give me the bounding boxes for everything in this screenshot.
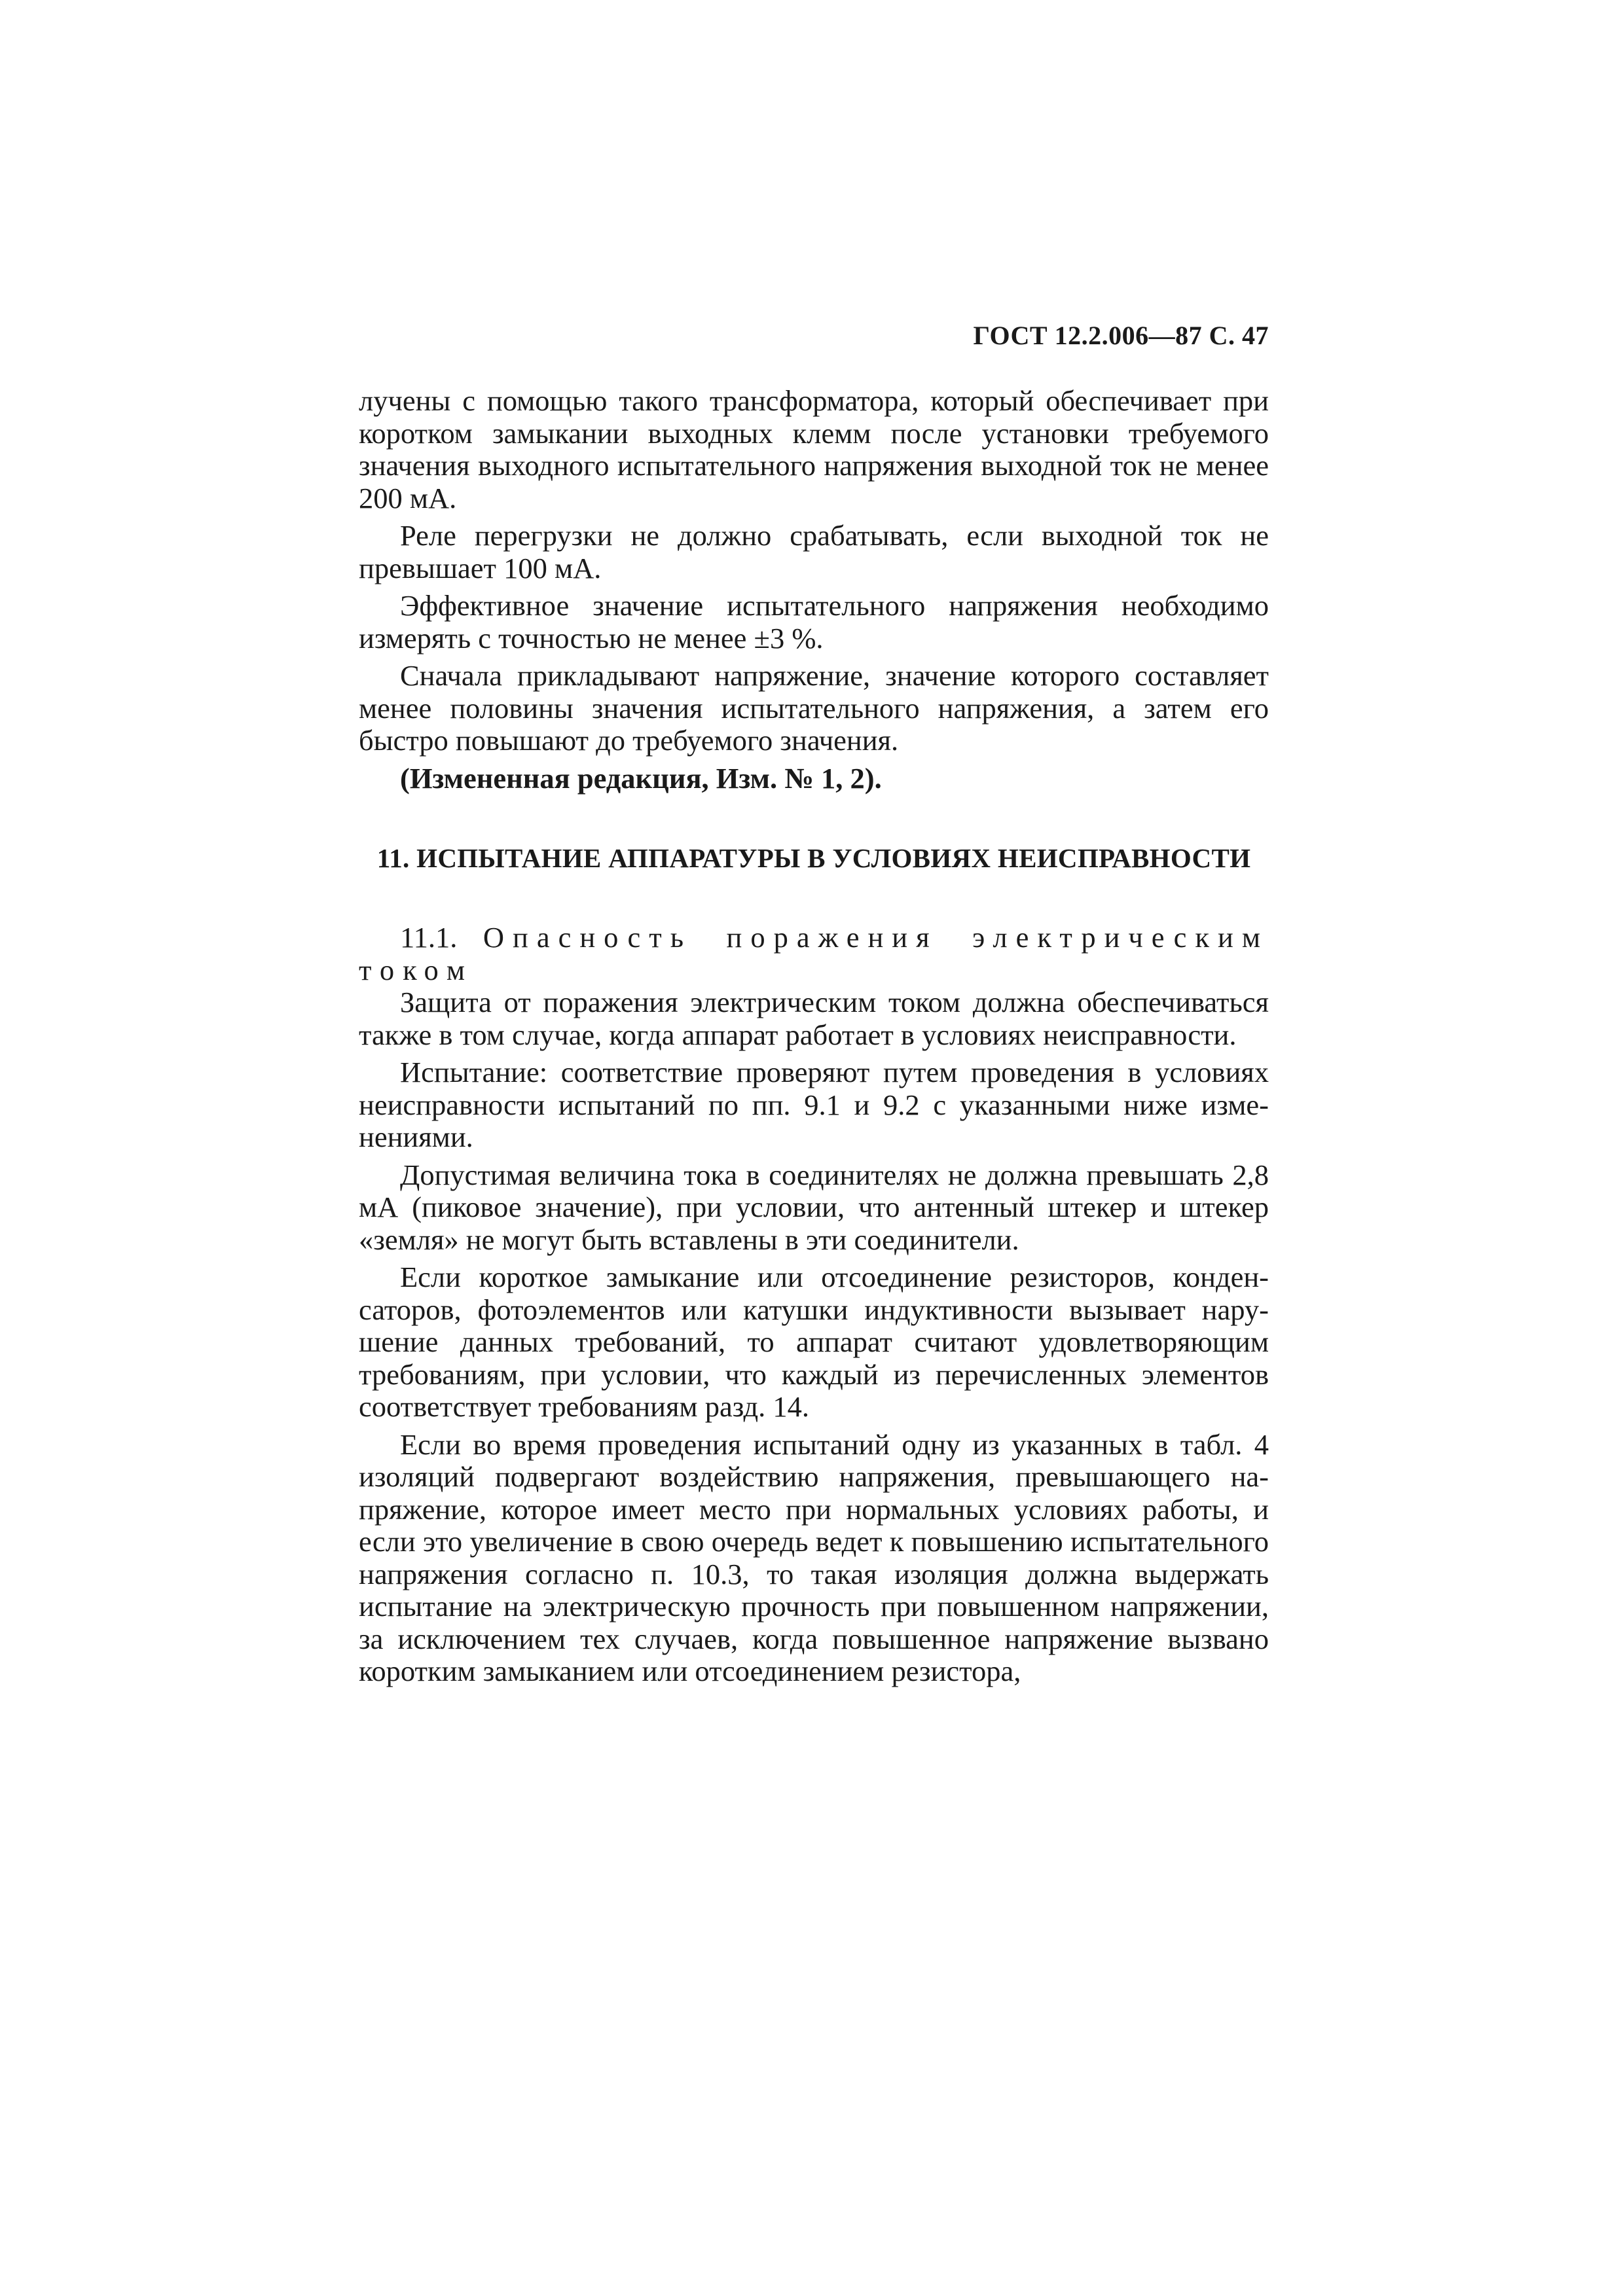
paragraph-2: Реле перегрузки не должно срабатывать, если выходной ток не превышает 100 мА. xyxy=(359,519,1269,584)
amendment-note: (Измененная редакция, Изм. № 1, 2). xyxy=(400,761,882,795)
paragraph-6: Испытание: соответствие проверяют путем проведения в условиях неисправности испытаний по пп. 9.1 и 9.2 с указанными ниже изменениями. xyxy=(359,1056,1269,1153)
paragraph-8: Если короткое замыкание или отсоединение резисторов, конденсаторов, фотоэлементов или катушки индуктивности вызывает нарушение данных требований, то аппарат считают удовлетворяющим требованиям, при условии, что каждый из перечисленных элементов соответствует требованиям разд. 14. xyxy=(359,1261,1269,1423)
paragraph-5: Защита от поражения электрическим током должна обеспечиваться также в том случае, когда аппарат работает в условиях неисправности. xyxy=(359,986,1269,1051)
section-title: 11. ИСПЫТАНИЕ АППАРАТУРЫ В УСЛОВИЯХ НЕИСПРАВНОСТИ xyxy=(376,843,1251,873)
subsection-heading xyxy=(359,922,1269,986)
paragraph-3: Эффективное значение испытательного напряжения необходимо измерять с точностью не менее ±3 %. xyxy=(359,589,1269,655)
subsection-title: Опасность поражения электрическим током xyxy=(359,921,1269,986)
subsection-number: 11.1. xyxy=(400,921,458,954)
document-body xyxy=(359,385,1269,1693)
paragraph-7: Допустимая величина тока в соединителях не должна превышать 2,8 мА (пиковое значение), при условии, что антенный штекер и штекер «земля» не могут быть вставлены в эти соединители. xyxy=(359,1158,1269,1256)
page-header: ГОСТ 12.2.006—87 С. 47 xyxy=(973,321,1269,350)
paragraph-4: Сначала прикладывают напряжение, значение которого составляет менее половины значения испытательного напряжения, а затем его быстро повышают до требуемого значения. xyxy=(359,659,1269,757)
paragraph-9: Если во время проведения испытаний одну из указанных в табл. 4 изоляций подвергают воздействию напряжения, превышающего напряжение, которое имеет место при нормальных условиях работы, и если это увеличение в свою очередь ведет к повышению испытательного напряжения согласно п. 10.3, то такая изоляция должна выдержать испытание на электрическую прочность при повышенном напряжении, за исключением тех случаев, когда повышенное напряжение вызвано коротким замыканием или отсоединением резистора, xyxy=(359,1427,1269,1687)
paragraph-1: лучены с помощью такого трансформатора, который обеспечивает при коротком замыкании выходных клемм после установки требуемого значения выходного испытательного напряжения выходной ток не менее 200 мА. xyxy=(359,384,1269,514)
